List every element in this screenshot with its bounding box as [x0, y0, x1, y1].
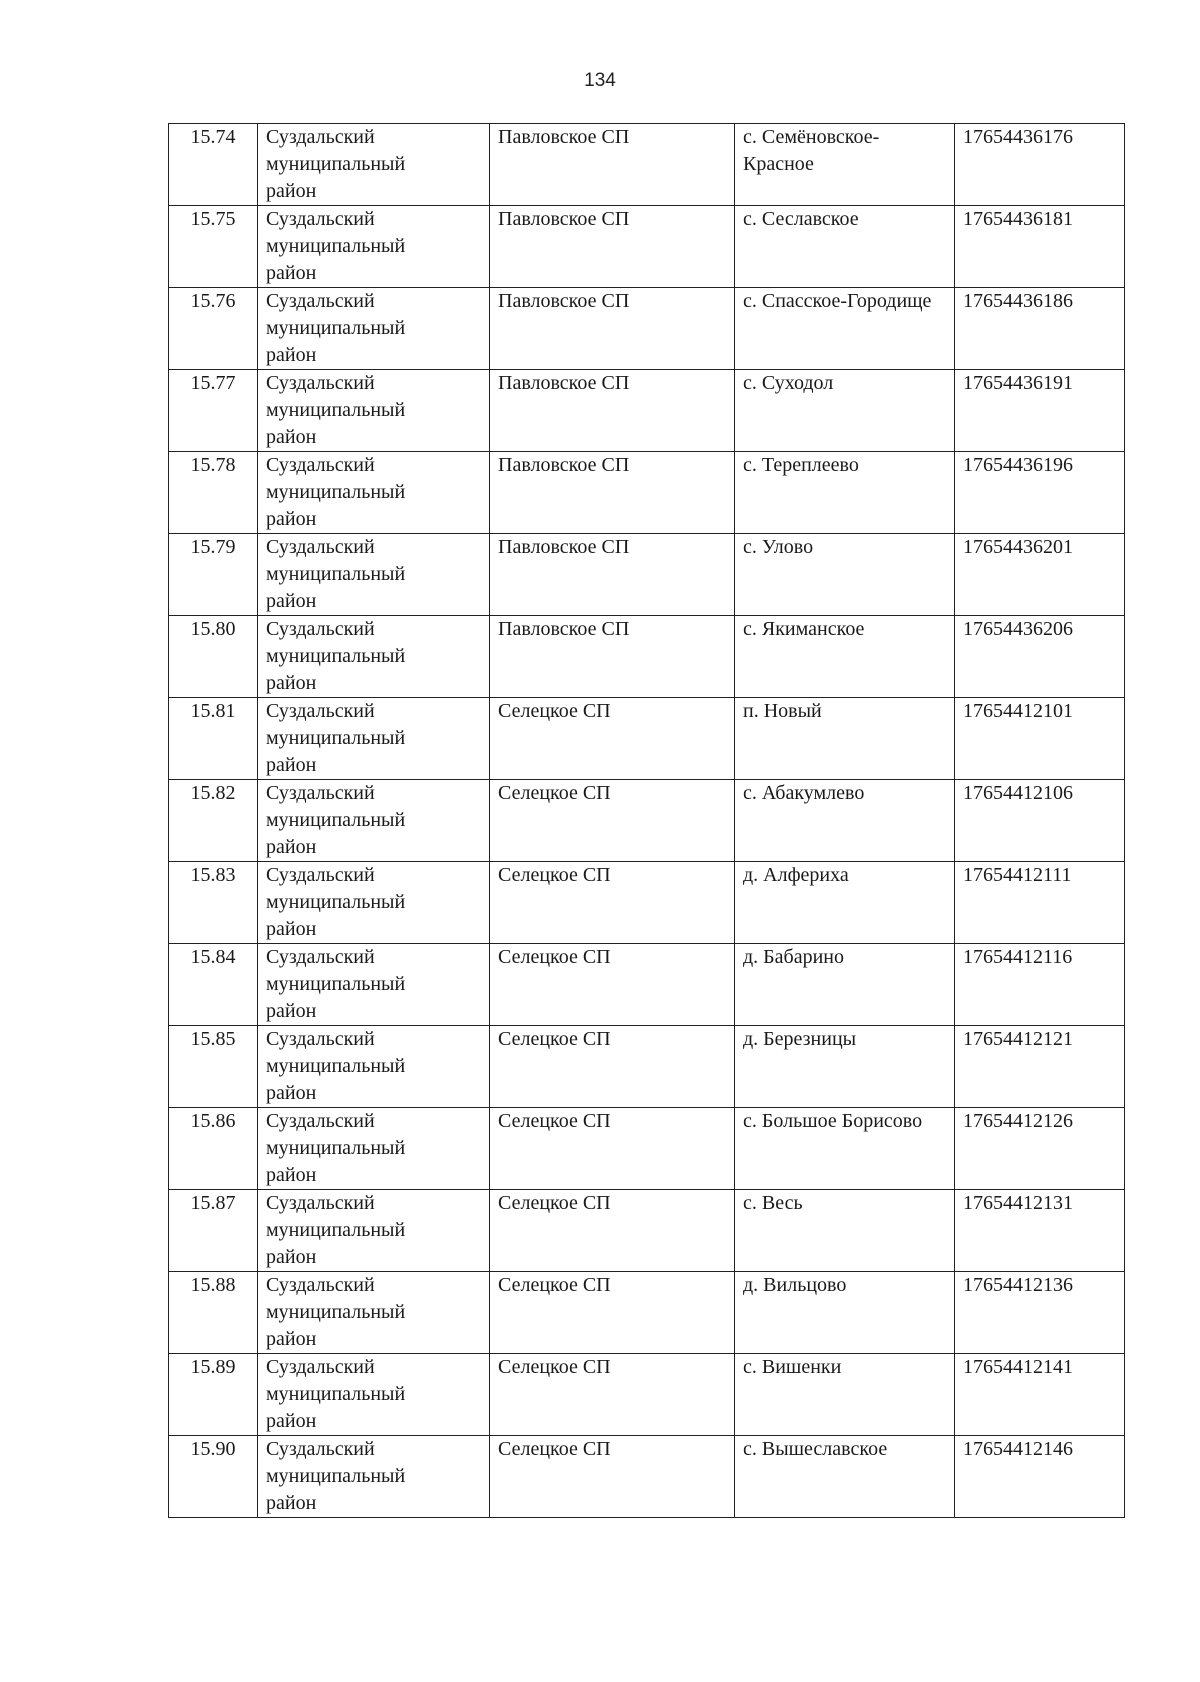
municipal-district	[258, 1272, 490, 1354]
municipal-district	[258, 780, 490, 862]
table-row	[169, 780, 1125, 862]
municipal-district	[258, 124, 490, 206]
district-text: Суздальский муниципальный район	[266, 208, 406, 284]
municipal-district	[258, 698, 490, 780]
settlement-name: с. Улово	[735, 534, 955, 616]
settlement-name: с. Якиманское	[735, 616, 955, 698]
oktmo-code: 17654436191	[955, 370, 1125, 452]
table-row	[169, 534, 1125, 616]
settlement-register-table	[168, 123, 1125, 1518]
district-text: Суздальский муниципальный район	[266, 454, 406, 530]
row-number: 15.83	[169, 862, 258, 944]
oktmo-code: 17654412131	[955, 1190, 1125, 1272]
row-number: 15.79	[169, 534, 258, 616]
oktmo-code: 17654412121	[955, 1026, 1125, 1108]
oktmo-code: 17654412111	[955, 862, 1125, 944]
oktmo-code: 17654412126	[955, 1108, 1125, 1190]
settlement-name: д. Березницы	[735, 1026, 955, 1108]
table-row	[169, 944, 1125, 1026]
rural-settlement: Павловское СП	[490, 452, 735, 534]
settlement-name: д. Бабарино	[735, 944, 955, 1026]
settlement-name: с. Большое Борисово	[735, 1108, 955, 1190]
district-text: Суздальский муниципальный район	[266, 1274, 406, 1350]
row-number: 15.84	[169, 944, 258, 1026]
table-row	[169, 452, 1125, 534]
row-number: 15.85	[169, 1026, 258, 1108]
rural-settlement: Селецкое СП	[490, 1272, 735, 1354]
row-number: 15.81	[169, 698, 258, 780]
settlement-name: с. Абакумлево	[735, 780, 955, 862]
rural-settlement: Селецкое СП	[490, 1354, 735, 1436]
settlement-name: с. Семёновское-Красное	[735, 124, 955, 206]
oktmo-code: 17654412141	[955, 1354, 1125, 1436]
table-row	[169, 1354, 1125, 1436]
table-row	[169, 206, 1125, 288]
settlement-name: д. Алфериха	[735, 862, 955, 944]
table-row	[169, 1108, 1125, 1190]
municipal-district	[258, 862, 490, 944]
district-text: Суздальский муниципальный район	[266, 290, 406, 366]
row-number: 15.80	[169, 616, 258, 698]
table-row	[169, 1190, 1125, 1272]
rural-settlement: Селецкое СП	[490, 944, 735, 1026]
rural-settlement: Селецкое СП	[490, 1108, 735, 1190]
settlement-name: с. Сеславское	[735, 206, 955, 288]
municipal-district	[258, 616, 490, 698]
table-row	[169, 124, 1125, 206]
settlement-name: п. Новый	[735, 698, 955, 780]
district-text: Суздальский муниципальный район	[266, 864, 406, 940]
municipal-district	[258, 1026, 490, 1108]
district-text: Суздальский муниципальный район	[266, 618, 406, 694]
table-row	[169, 1436, 1125, 1518]
row-number: 15.77	[169, 370, 258, 452]
row-number: 15.75	[169, 206, 258, 288]
settlement-name: с. Вышеславское	[735, 1436, 955, 1518]
district-text: Суздальский муниципальный район	[266, 1110, 406, 1186]
oktmo-code: 17654436181	[955, 206, 1125, 288]
district-text: Суздальский муниципальный район	[266, 372, 406, 448]
settlement-name: д. Вильцово	[735, 1272, 955, 1354]
table-row	[169, 370, 1125, 452]
municipal-district	[258, 1190, 490, 1272]
oktmo-code: 17654412101	[955, 698, 1125, 780]
table-row	[169, 1272, 1125, 1354]
municipal-district	[258, 944, 490, 1026]
settlement-name: с. Суходол	[735, 370, 955, 452]
municipal-district	[258, 1436, 490, 1518]
page-number: 134	[584, 70, 616, 91]
municipal-district	[258, 370, 490, 452]
row-number: 15.78	[169, 452, 258, 534]
rural-settlement: Селецкое СП	[490, 1436, 735, 1518]
district-text: Суздальский муниципальный район	[266, 700, 406, 776]
table-row	[169, 862, 1125, 944]
row-number: 15.90	[169, 1436, 258, 1518]
oktmo-code: 17654412116	[955, 944, 1125, 1026]
table-row	[169, 698, 1125, 780]
row-number: 15.74	[169, 124, 258, 206]
settlement-name: с. Вишенки	[735, 1354, 955, 1436]
district-text: Суздальский муниципальный район	[266, 1356, 406, 1432]
district-text: Суздальский муниципальный район	[266, 1028, 406, 1104]
municipal-district	[258, 1354, 490, 1436]
rural-settlement: Селецкое СП	[490, 1190, 735, 1272]
district-text: Суздальский муниципальный район	[266, 536, 406, 612]
rural-settlement: Селецкое СП	[490, 862, 735, 944]
district-text: Суздальский муниципальный район	[266, 126, 406, 202]
municipal-district	[258, 206, 490, 288]
settlement-name: с. Весь	[735, 1190, 955, 1272]
row-number: 15.86	[169, 1108, 258, 1190]
rural-settlement: Павловское СП	[490, 288, 735, 370]
row-number: 15.89	[169, 1354, 258, 1436]
oktmo-code: 17654412136	[955, 1272, 1125, 1354]
oktmo-code: 17654412146	[955, 1436, 1125, 1518]
oktmo-code: 17654436196	[955, 452, 1125, 534]
municipal-district	[258, 452, 490, 534]
row-number: 15.82	[169, 780, 258, 862]
rural-settlement: Павловское СП	[490, 534, 735, 616]
district-text: Суздальский муниципальный район	[266, 782, 406, 858]
municipal-district	[258, 534, 490, 616]
rural-settlement: Селецкое СП	[490, 780, 735, 862]
rural-settlement: Селецкое СП	[490, 1026, 735, 1108]
row-number: 15.88	[169, 1272, 258, 1354]
rural-settlement: Павловское СП	[490, 206, 735, 288]
table-row	[169, 1026, 1125, 1108]
settlement-name: с. Спасское-Городище	[735, 288, 955, 370]
row-number: 15.76	[169, 288, 258, 370]
rural-settlement: Павловское СП	[490, 616, 735, 698]
rural-settlement: Селецкое СП	[490, 698, 735, 780]
district-text: Суздальский муниципальный район	[266, 946, 406, 1022]
municipal-district	[258, 288, 490, 370]
oktmo-code: 17654436206	[955, 616, 1125, 698]
oktmo-code: 17654412106	[955, 780, 1125, 862]
row-number: 15.87	[169, 1190, 258, 1272]
rural-settlement: Павловское СП	[490, 370, 735, 452]
oktmo-code: 17654436176	[955, 124, 1125, 206]
settlement-name: с. Тереплеево	[735, 452, 955, 534]
table-row	[169, 616, 1125, 698]
table-row	[169, 288, 1125, 370]
oktmo-code: 17654436201	[955, 534, 1125, 616]
district-text: Суздальский муниципальный район	[266, 1438, 406, 1514]
municipal-district	[258, 1108, 490, 1190]
rural-settlement: Павловское СП	[490, 124, 735, 206]
table-body	[169, 124, 1125, 1518]
oktmo-code: 17654436186	[955, 288, 1125, 370]
district-text: Суздальский муниципальный район	[266, 1192, 406, 1268]
